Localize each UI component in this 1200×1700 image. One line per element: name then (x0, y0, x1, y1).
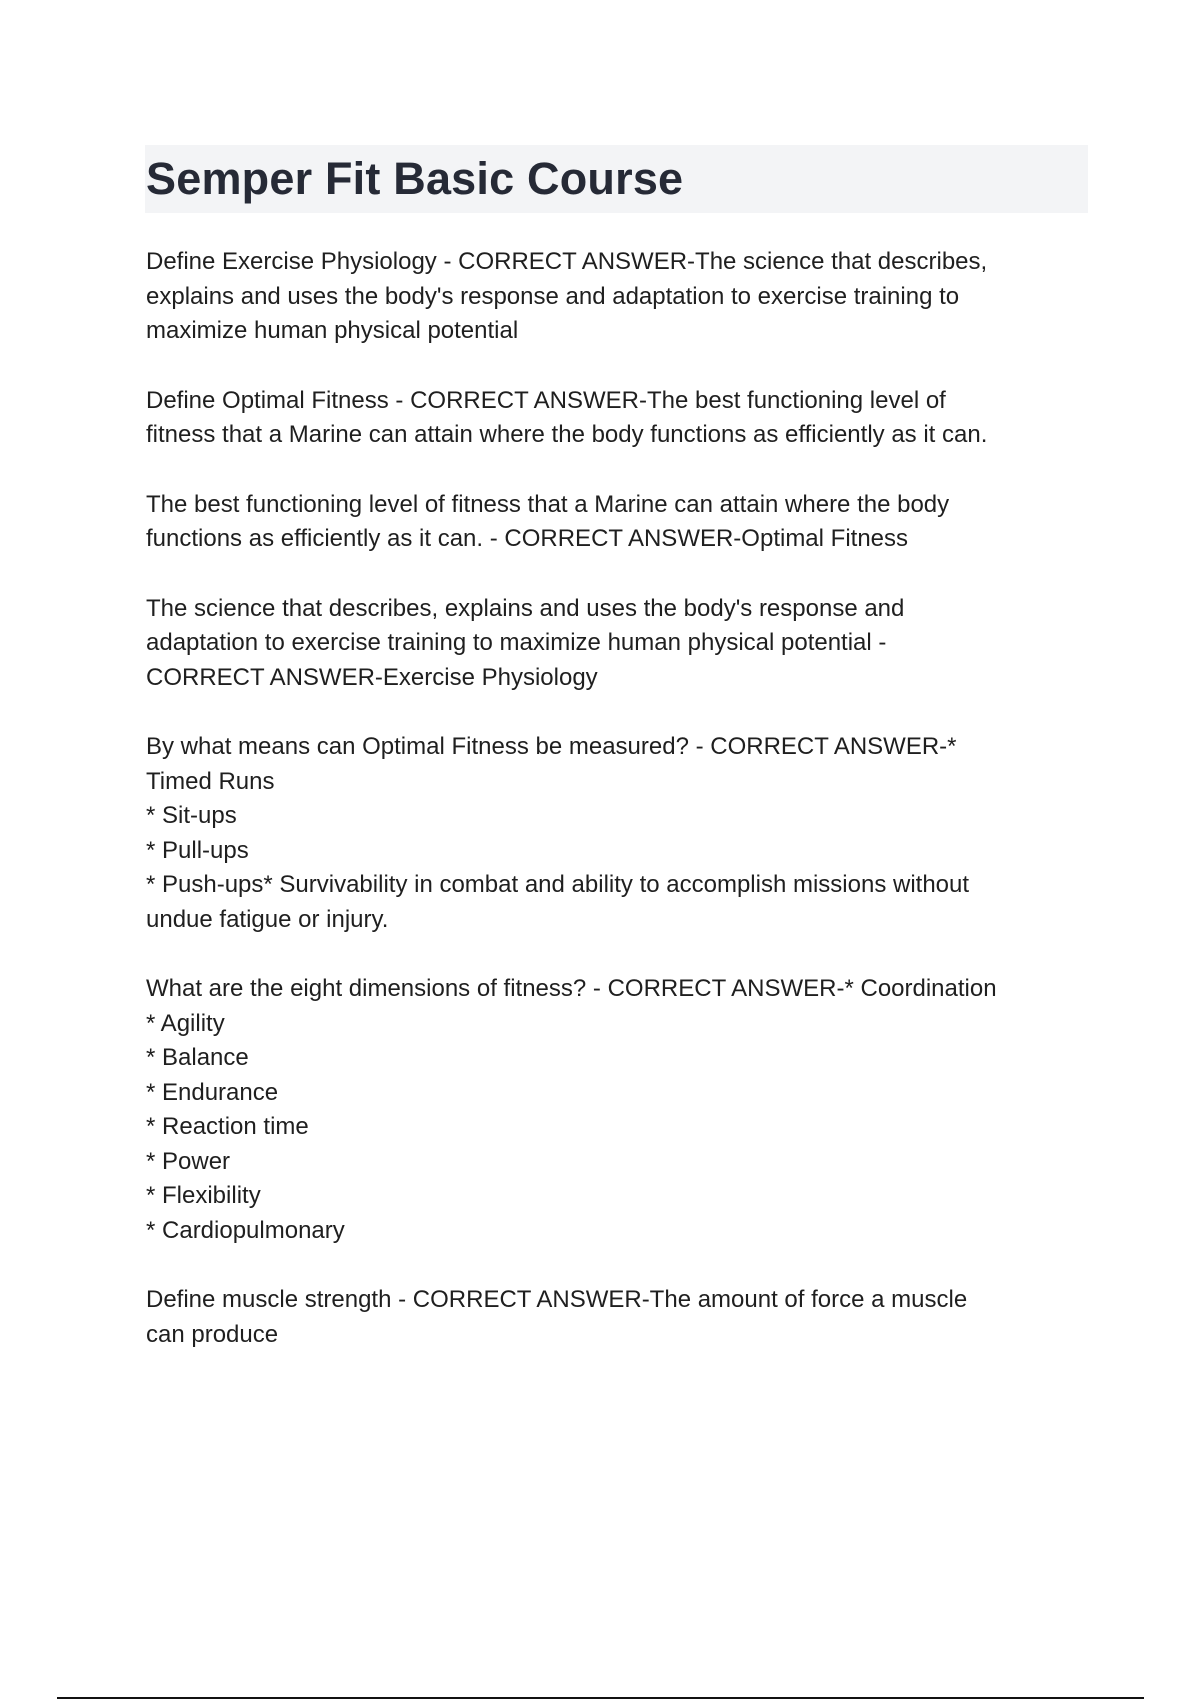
qa-list (146, 245, 1086, 1387)
title-banner (145, 145, 1088, 213)
qa-entry-exercise-physiology: Define Exercise Physiology - CORRECT ANSWER-The science that describes, explains and uses the body's response and adaptation to exercise training to maximize human physical potential (146, 248, 988, 344)
qa-entry-exercise-physiology-reverse: The science that describes, explains and uses the body's response and adaptation to exercise training to maximize human physical potential - CORRECT ANSWER-Exercise Physiology (146, 594, 905, 691)
page-title: Semper Fit Basic Course (146, 153, 684, 204)
qa-entry-optimal-fitness-reverse: The best functioning level of fitness that a Marine can attain where the body functions as efficiently as it can. - CORRECT ANSWER-Optimal Fitness (146, 490, 950, 552)
qa-entry-eight-dimensions: What are the eight dimensions of fitness? - CORRECT ANSWER-* Coordination * Agility * Balance * Endurance * Reaction time * Power * Flexibility * Cardiopulmonary (146, 975, 997, 1244)
qa-entry-optimal-fitness: Define Optimal Fitness - CORRECT ANSWER-The best functioning level of fitness that a Marine can attain where the body functions as efficiently as it can. (146, 386, 988, 448)
qa-entry-fitness-measurement: By what means can Optimal Fitness be measured? - CORRECT ANSWER-* Timed Runs * Sit-ups * Pull-ups * Push-ups* Survivability in combat and ability to accomplish missions without undue fatigue or injury. (146, 733, 970, 933)
qa-entry-muscle-strength: Define muscle strength - CORRECT ANSWER-The amount of force a muscle can produce (146, 1286, 968, 1348)
footer-divider (57, 1697, 1144, 1699)
